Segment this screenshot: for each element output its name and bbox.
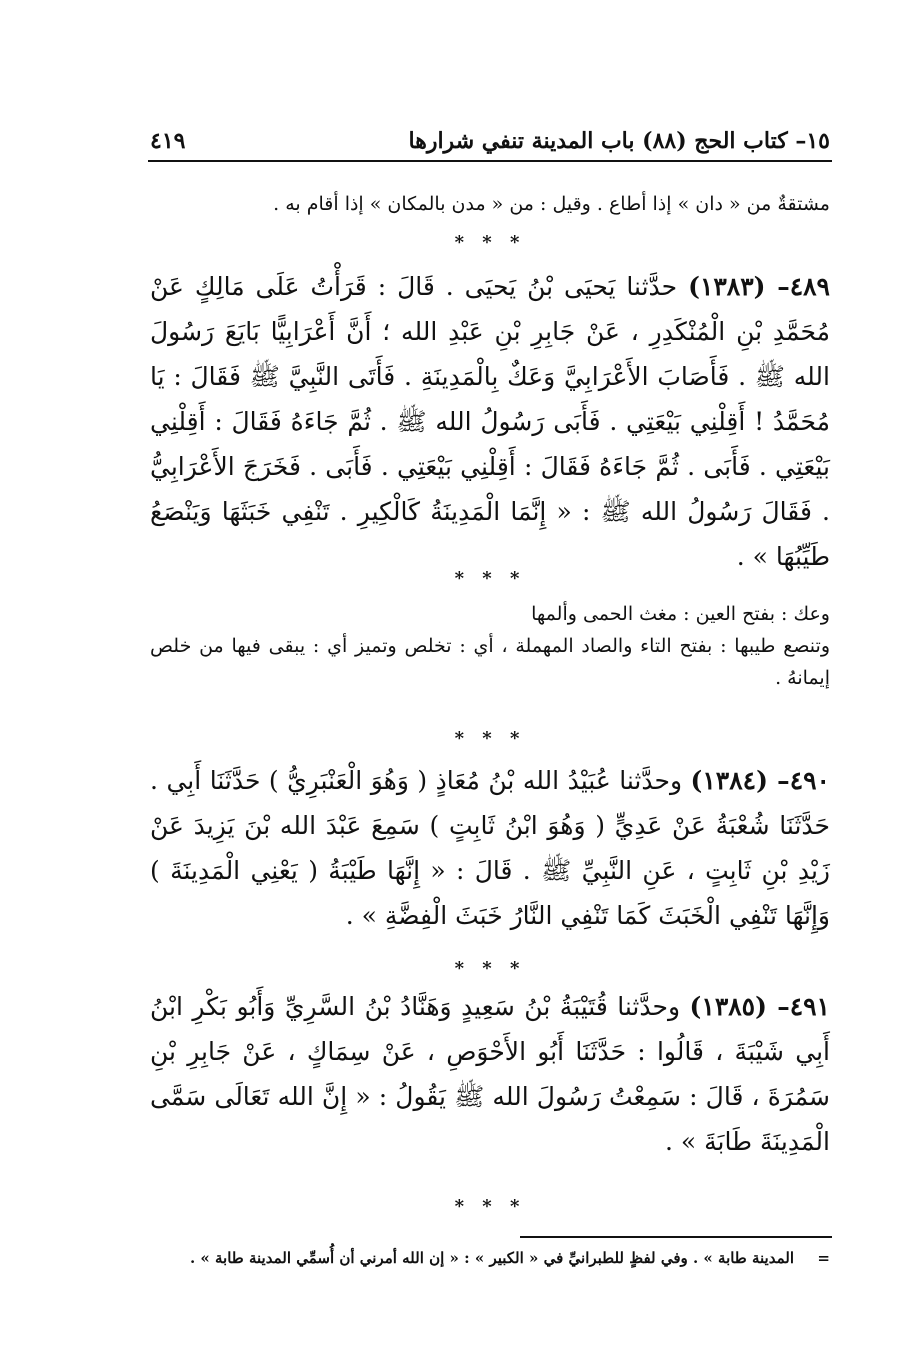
- separator-stars: * * *: [454, 958, 526, 979]
- hadith-491: [150, 984, 830, 1164]
- separator-stars: * * *: [454, 232, 526, 253]
- footnote-text: المدينة طابة » . وفي لفظٍ للطبرانيِّ في « الكبير » : « إن الله أمرني أن أُسمِّي المدينة طابة » .: [189, 1249, 794, 1267]
- separator-stars: * * *: [454, 568, 526, 589]
- footnote-continuation-marker: =: [817, 1249, 830, 1267]
- hadith-text: وحدَّثنا عُبَيْدُ الله بْنُ مُعَاذٍ ( وَهُوَ الْعَنْبَرِيُّ ) حَدَّثَنَا أَبِي . حَدَّثَنَا شُعْبَةُ عَنْ عَدِيٍّ ( وَهُوَ ابْنُ ثَابِتٍ ) سَمِعَ عَبْدَ الله بْنَ يَزِيدَ عَنْ زَيْدِ بْنِ ثَابِتٍ ، عَنِ النَّبِيِّ ﷺ . قَالَ : « إِنَّهَا طَيْبَةُ ( يَعْنِي الْمَدِينَةَ ) وَإِنَّهَا تَنْفِي الْخَبَثَ كَمَا تَنْفِي النَّارُ خَبَثَ الْفِضَّةِ » .: [150, 766, 830, 930]
- intro-note: مشتقةٌ من « دان » إذا أطاع . وقيل : من « مدن بالمكان » إذا أقام به .: [273, 193, 830, 215]
- page-number: ٤١٩: [150, 128, 186, 154]
- hadith-text: وحدَّثنا قُتَيْبَةُ بْنُ سَعِيدٍ وَهَنَّادُ بْنُ السَّرِيِّ وَأَبُو بَكْرِ ابْنُ أَبِي شَيْبَةَ ، قَالُوا : حَدَّثَنَا أَبُو الأَحْوَصِ ، عَنْ سِمَاكٍ ، عَنْ جَابِرِ بْنِ سَمُرَةَ ، قَالَ : سَمِعْتُ رَسُولَ الله ﷺ يَقُولُ : « إِنَّ الله تَعَالَى سَمَّى الْمَدِينَةَ طَابَةَ » .: [150, 992, 830, 1156]
- running-header: [150, 128, 830, 160]
- separator-stars: * * *: [454, 1196, 526, 1217]
- hadith-490: [150, 758, 830, 938]
- hadith-text: حدَّثنا يَحيَى بْنُ يَحيَى . قَالَ : قَرَأْتُ عَلَى مَالِكٍ عَنْ مُحَمَّدِ بْنِ الْمُنْكَدِرِ ، عَنْ جَابِرِ بْنِ عَبْدِ الله ؛ أَنَّ أَعْرَابِيًّا بَايَعَ رَسُولَ الله ﷺ . فَأَصَابَ الأَعْرَابِيَّ وَعَكٌ بِالْمَدِينَةِ . فَأَتَى النَّبِيَّ ﷺ فَقَالَ : يَا مُحَمَّدُ ! أَقِلْنِي بَيْعَتِي . فَأَبَى رَسُولُ الله ﷺ . ثُمَّ جَاءَهُ فَقَالَ : أَقِلْنِي بَيْعَتِي . فَأَبَى . ثُمَّ جَاءَهُ فَقَالَ : أَقِلْنِي بَيْعَتِي . فَأَبَى . فَخَرَجَ الأَعْرَابِيُّ . فَقَالَ رَسُولُ الله ﷺ : « إِنَّمَا الْمَدِينَةُ كَالْكِيرِ . تَنْفِي خَبَثَهَا وَيَنْصَعُ طَيِّبُهَا » .: [150, 272, 830, 571]
- footnote-rule: [520, 1236, 832, 1238]
- note-line: وتنصع طيبها : بفتح التاء والصاد المهملة ، أي : تخلص وتميز أي : يبقى فيها من خلص إيمانهُ .: [150, 635, 830, 689]
- note-line: وعك : بفتح العين : مغث الحمى وألمها: [531, 603, 830, 625]
- hadith-number: ٤٩٠– (١٣٨٤): [690, 766, 830, 795]
- header-rule: [148, 160, 832, 162]
- hadith-number: ٤٨٩– (١٣٨٣): [688, 272, 830, 301]
- hadith-number: ٤٩١– (١٣٨٥): [689, 992, 830, 1021]
- hadith-489: [150, 264, 830, 579]
- separator-stars: * * *: [454, 728, 526, 749]
- note-489: [150, 598, 830, 694]
- chapter-title: ١٥– كتاب الحج (٨٨) باب المدينة تنفي شرارها: [408, 128, 830, 154]
